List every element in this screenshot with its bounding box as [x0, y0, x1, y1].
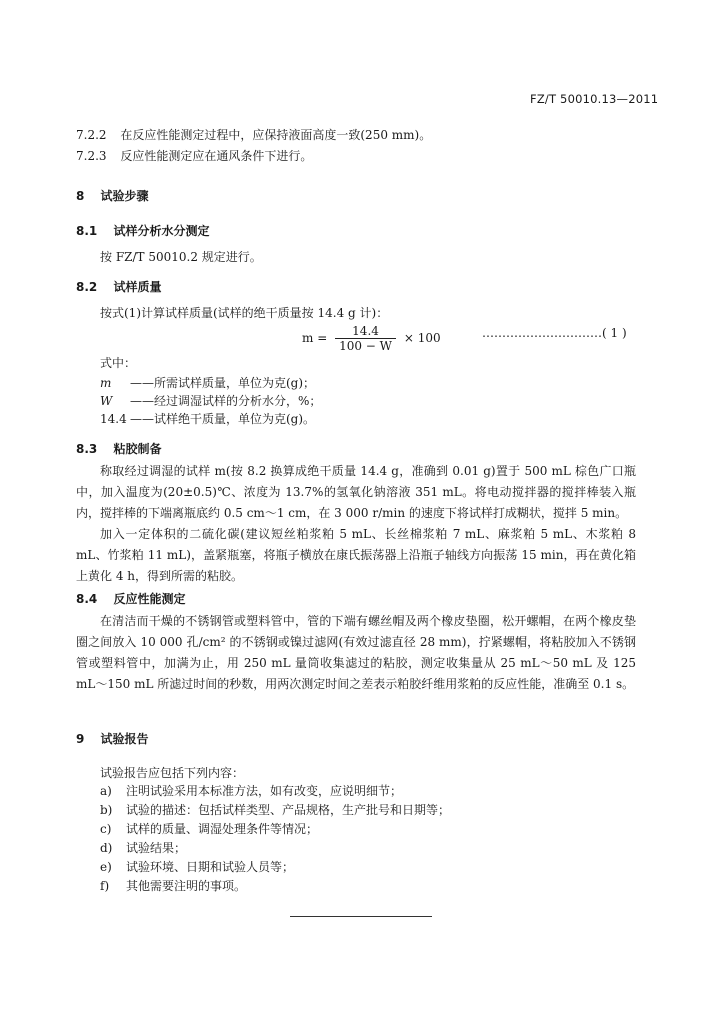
section-8-4-heading — [76, 590, 185, 607]
section-8-2-body: 按式(1)计算试样质量(试样的绝干质量按 14.4 g 计)： — [100, 306, 389, 320]
list-marker: c) — [100, 822, 112, 836]
section-number: 9 — [76, 732, 85, 746]
section-8-4-paragraph: 在清洁而干燥的不锈钢管或塑料管中，管的下端有螺丝帽及两个橡皮垫圈，松开螺帽，在两个橡皮垫圈之间放入 10 000 孔/cm² 的不锈钢或镍过滤网(有效过滤直径 28 mm)，拧紧螺帽，将粘胶加入不锈钢管或塑料管中，加满为止，用 250 mL 量筒收集滤过的粘胶，测定收集量从 25 mL～50 mL 及 125 mL～150 mL 所滤过时间的秒数，用两次测定时间之差表示粕胶纤维用浆粕的反应性能，准确至 0.1 s。 — [76, 614, 636, 691]
section-8-3-paragraph-1: 称取经过调湿的试样 m(按 8.2 换算成绝干质量 14.4 g，准确到 0.01 g)置于 500 mL 棕色广口瓶中，加入温度为(20±0.5)℃、浓度为 13.7%的氢氧化钠溶液 351 mL。将电动搅拌器的搅拌棒装入瓶内，搅拌棒的下端离瓶底约 0.5 cm～1 cm，在 3 000 r/min 的速度下将试样打成糊状，搅拌 5 min。 — [76, 464, 636, 520]
clause-7-2-3 — [76, 149, 312, 163]
clause-text: 在反应性能测定过程中，应保持液面高度一致(250 mm)。 — [120, 128, 432, 142]
list-text: 试样的质量、调湿处理条件等情况； — [126, 822, 319, 836]
definition-symbol: 14.4 — [100, 412, 127, 426]
list-marker: a) — [100, 784, 112, 798]
list-item — [100, 822, 318, 836]
formula-numerator: 14.4 — [335, 324, 396, 339]
section-title: 试样质量 — [113, 280, 162, 294]
section-title: 试样分析水分测定 — [113, 224, 210, 238]
section-8-1-body: 按 FZ/T 50010.2 规定进行。 — [100, 250, 262, 264]
formula-fraction — [335, 324, 396, 353]
list-text: 注明试验采用本标准方法，如有改变，应说明细节； — [126, 784, 403, 798]
definition-symbol: m — [100, 376, 112, 390]
section-title: 试验步骤 — [100, 189, 149, 203]
formula-label: …………………………( 1 ) — [482, 326, 627, 340]
list-item — [100, 803, 450, 817]
list-item — [100, 784, 402, 798]
definition-w — [100, 394, 321, 408]
where-label: 式中： — [100, 356, 137, 370]
list-marker: e) — [100, 860, 112, 874]
list-text: 试验的描述：包括试样类型、产品规格，生产批号和日期等； — [126, 803, 451, 817]
formula-denominator: 100 − W — [339, 339, 392, 353]
list-item — [100, 841, 186, 855]
section-8-3-heading — [76, 440, 161, 457]
definition-text: ——经过调湿试样的分析水分，%； — [130, 394, 322, 408]
clause-number: 7.2.3 — [76, 149, 107, 163]
formula-rhs: × 100 — [403, 331, 441, 345]
standard-number: FZ/T 50010.13—2011 — [530, 92, 659, 106]
section-number: 8 — [76, 189, 85, 203]
list-text: 试验环境、日期和试验人员等； — [126, 860, 295, 874]
section-8-2-heading — [76, 278, 161, 295]
section-title: 反应性能测定 — [113, 592, 186, 606]
section-title: 试验报告 — [100, 732, 149, 746]
section-number: 8.3 — [76, 442, 98, 456]
definition-m — [100, 376, 315, 390]
section-9-heading — [76, 730, 149, 747]
section-9-intro: 试验报告应包括下列内容： — [100, 766, 245, 780]
definition-14-4 — [100, 412, 315, 426]
list-text: 其他需要注明的事项。 — [126, 879, 247, 893]
clause-text: 反应性能测定应在通风条件下进行。 — [120, 149, 313, 163]
definition-text: ——所需试样质量，单位为克(g)； — [130, 376, 316, 390]
end-rule — [290, 916, 432, 917]
definition-symbol: W — [100, 394, 113, 408]
definition-text: ——试样绝干质量，单位为克(g)。 — [130, 412, 316, 426]
list-text: 试验结果； — [126, 841, 187, 855]
section-8-3-paragraph-2: 加入一定体积的二硫化碳(建议短丝粕浆粕 5 mL、长丝棉浆粕 7 mL、麻浆粕 5 mL、木浆粕 8 mL、竹浆粕 11 mL)，盖紧瓶塞，将瓶子横放在康氏振荡器上沿瓶子轴线方向振荡 15 min，再在黄化箱上黄化 4 h，得到所需的粘胶。 — [76, 527, 636, 583]
section-title: 粘胶制备 — [113, 442, 162, 456]
clause-number: 7.2.2 — [76, 128, 107, 142]
formula-1 — [302, 324, 441, 353]
list-item — [100, 860, 294, 874]
section-number: 8.1 — [76, 224, 98, 238]
section-number: 8.2 — [76, 280, 98, 294]
formula-lhs: m = — [302, 331, 328, 345]
section-8-heading — [76, 187, 149, 204]
list-marker: f) — [100, 879, 110, 893]
list-marker: b) — [100, 803, 113, 817]
section-8-1-heading — [76, 222, 209, 239]
list-marker: d) — [100, 841, 113, 855]
list-item — [100, 879, 246, 893]
section-number: 8.4 — [76, 592, 98, 606]
clause-7-2-2 — [76, 128, 431, 142]
